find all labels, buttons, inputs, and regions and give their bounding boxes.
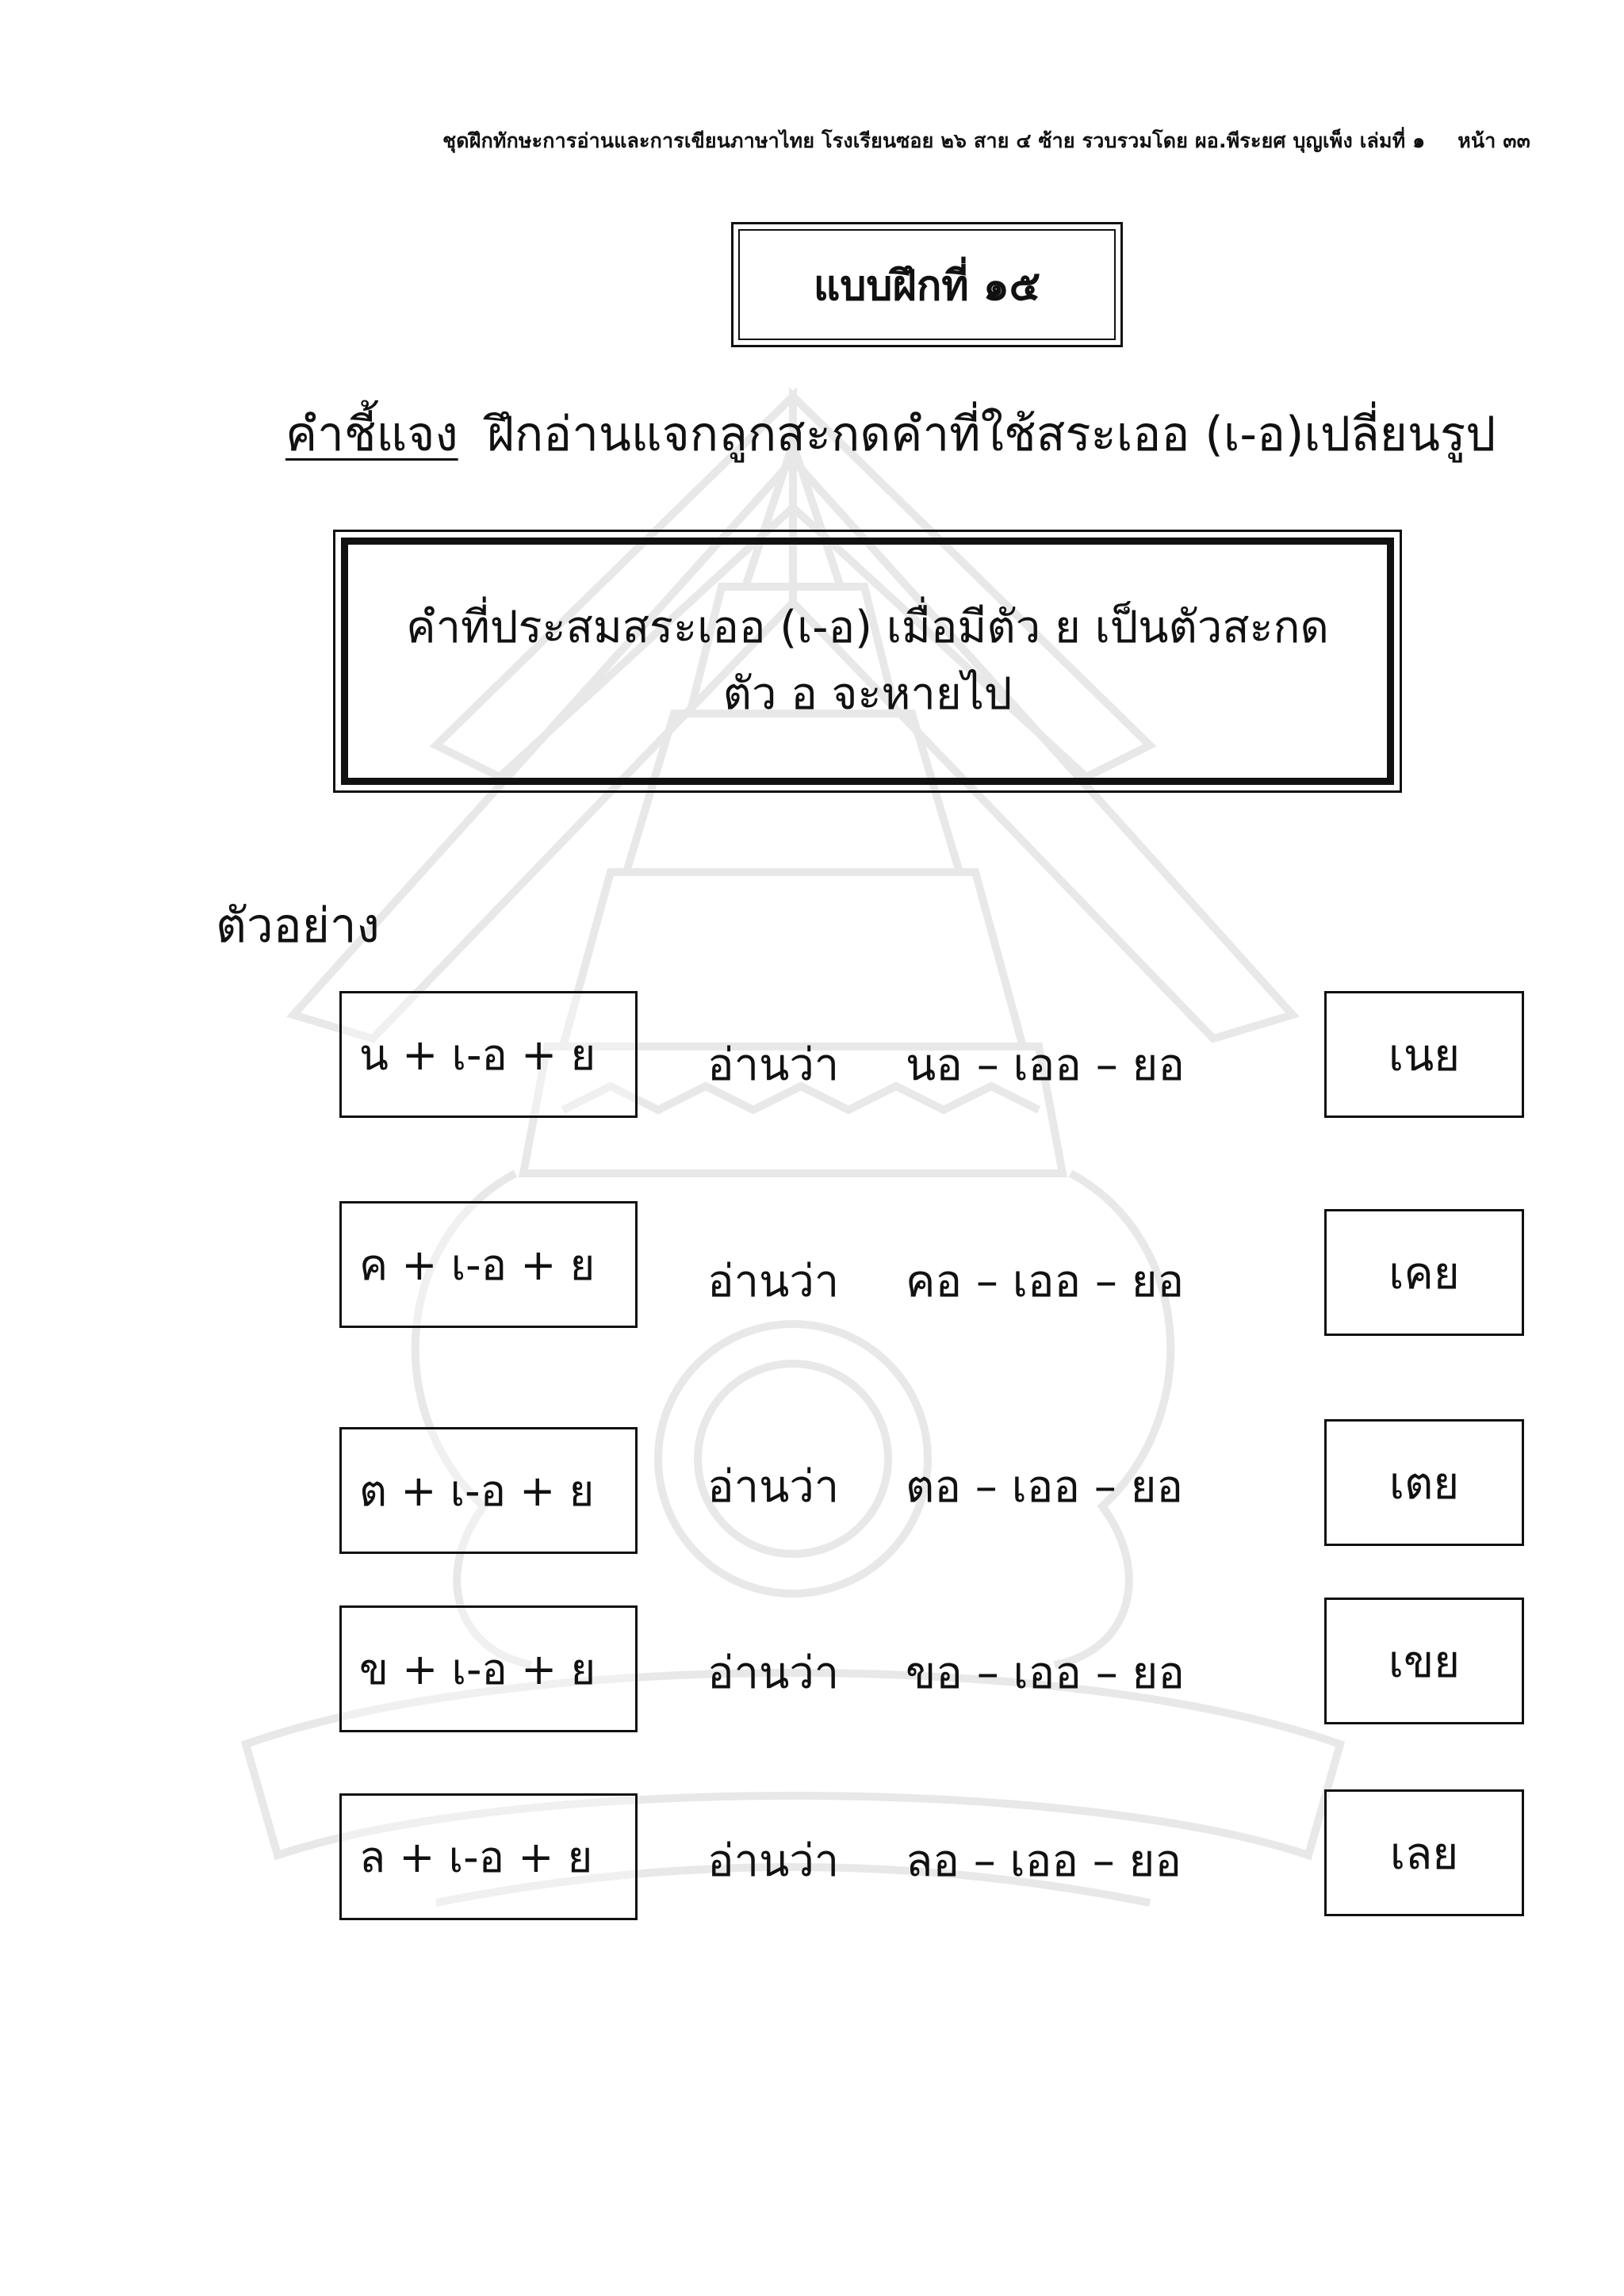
formula-box: ข + เ-อ + ย — [339, 1605, 638, 1732]
spelling: นอ – เออ – ยอ — [906, 1039, 1185, 1091]
read-label: อ่านว่า — [707, 1256, 840, 1307]
exercise-title-box — [731, 222, 1123, 347]
example-row — [0, 1201, 1624, 1328]
read-label: อ่านว่า — [707, 1039, 840, 1091]
example-row — [0, 1793, 1624, 1920]
spelling: คอ – เออ – ยอ — [906, 1256, 1185, 1307]
header-text: ชุดฝึกทักษะการอ่านและการเขียนภาษาไทย โรงเรียนซอย ๒๖ สาย ๔ ซ้าย รวบรวมโดย ผอ.พีระยศ บุญเพ็ง เล่มที่ ๑ — [442, 129, 1426, 152]
rule-content — [341, 538, 1394, 785]
example-row — [0, 991, 1624, 1118]
read-label: อ่านว่า — [707, 1461, 840, 1513]
page-number: หน้า ๓๓ — [1457, 129, 1530, 152]
read-label: อ่านว่า — [707, 1835, 840, 1887]
formula-box: น + เ-อ + ย — [339, 991, 638, 1118]
instruction — [285, 396, 1496, 472]
example-row — [0, 1427, 1624, 1554]
spelling: ตอ – เออ – ยอ — [906, 1461, 1184, 1513]
formula-box: ต + เ-อ + ย — [339, 1427, 638, 1554]
spelling: ลอ – เออ – ยอ — [906, 1835, 1182, 1887]
formula-box: ล + เ-อ + ย — [339, 1793, 638, 1920]
read-label: อ่านว่า — [707, 1647, 840, 1699]
page-header — [442, 125, 1530, 157]
instruction-label: คำชี้แจง — [285, 407, 458, 462]
result-box: เนย — [1324, 991, 1524, 1118]
result-box: เขย — [1324, 1598, 1524, 1724]
result-box: เคย — [1324, 1209, 1524, 1336]
rule-line-1: คำที่ประสมสระเออ (เ-อ) เมื่อมีตัว ย เป็นตัวสะกด — [406, 602, 1329, 653]
result-box: เลย — [1324, 1789, 1524, 1916]
exercise-title: แบบฝึกที่ ๑๕ — [738, 229, 1116, 340]
formula-box: ค + เ-อ + ย — [339, 1201, 638, 1328]
spelling: ขอ – เออ – ยอ — [906, 1647, 1185, 1699]
example-heading: ตัวอย่าง — [216, 898, 380, 954]
result-box: เตย — [1324, 1419, 1524, 1546]
rule-line-2: ตัว อ จะหายไป — [722, 668, 1013, 720]
rule-box — [333, 530, 1402, 793]
example-row — [0, 1605, 1624, 1732]
instruction-text: ฝึกอ่านแจกลูกสะกดคำที่ใช้สระเออ (เ-อ)เปลี่ยนรูป — [486, 407, 1496, 462]
